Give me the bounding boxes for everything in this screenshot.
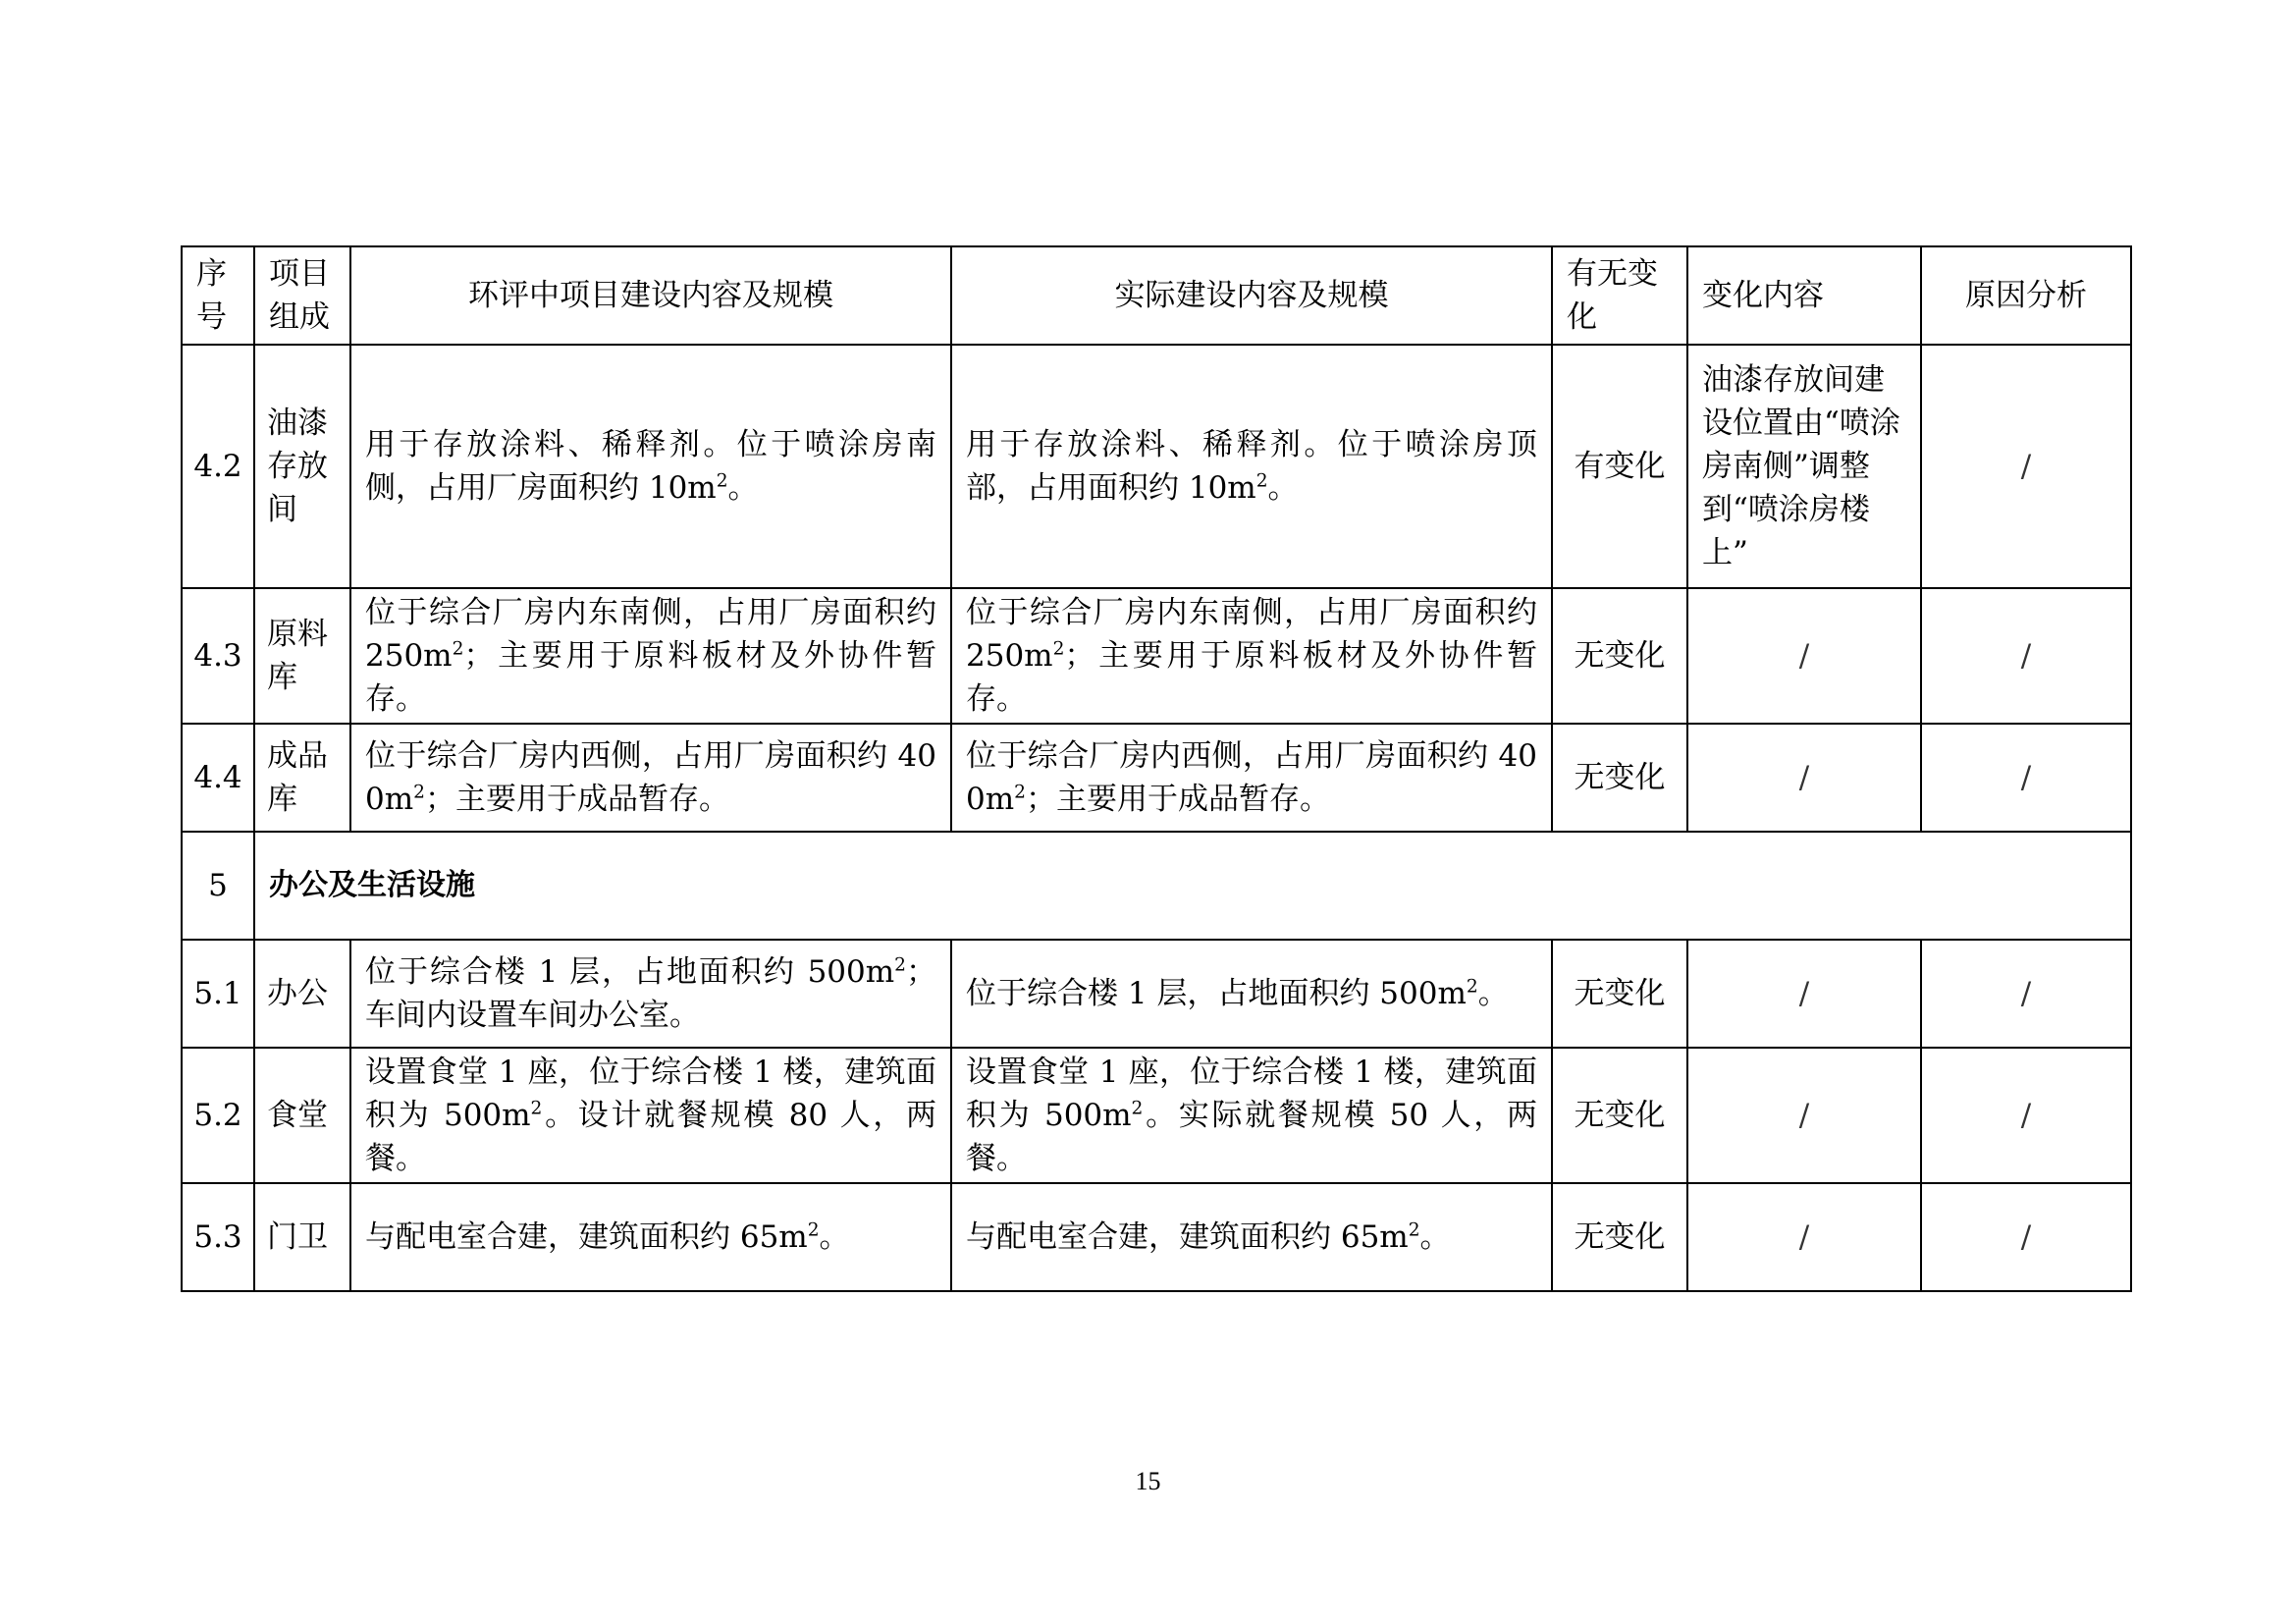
row-actual-content: 位于综合楼 1 层，占地面积约 $500m^2$。	[951, 940, 1552, 1048]
row-eia-content: 位于综合厂房内西侧，占用厂房面积约 $400m^2$；主要用于成品暂存。	[350, 724, 951, 832]
row-seq: 5.2	[182, 1048, 254, 1183]
row-seq: 5.3	[182, 1183, 254, 1291]
header-change-content: 变化内容	[1687, 246, 1921, 345]
header-seq: 序号	[182, 246, 254, 345]
row-actual-content: 用于存放涂料、稀释剂。位于喷涂房顶部，占用面积约 $10m^2$。	[951, 345, 1552, 588]
row-reason: /	[1921, 1183, 2131, 1291]
row-seq: 4.2	[182, 345, 254, 588]
row-reason: /	[1921, 588, 2131, 724]
row-actual-content: 设置食堂 1 座，位于综合楼 1 楼，建筑面积为 $500m^2$。实际就餐规模 50 人，两餐。	[951, 1048, 1552, 1183]
row-changed: 无变化	[1552, 1183, 1687, 1291]
row-change-content: /	[1687, 1183, 1921, 1291]
row-change-content: /	[1687, 1048, 1921, 1183]
row-seq: 4.3	[182, 588, 254, 724]
row-seq: 5.1	[182, 940, 254, 1048]
row-reason: /	[1921, 345, 2131, 588]
row-actual-content: 位于综合厂房内东南侧，占用厂房面积约 $250m^2$；主要用于原料板材及外协件暂存。	[951, 588, 1552, 724]
row-change-content: /	[1687, 940, 1921, 1048]
header-changed: 有无变化	[1552, 246, 1687, 345]
section-row	[182, 832, 2131, 940]
row-reason: /	[1921, 724, 2131, 832]
row-change-content: /	[1687, 588, 1921, 724]
row-item: 办公	[254, 940, 350, 1048]
construction-comparison-table	[181, 245, 2132, 1292]
row-reason: /	[1921, 940, 2131, 1048]
table-header-row	[182, 246, 2131, 345]
row-changed: 有变化	[1552, 345, 1687, 588]
row-actual-content: 与配电室合建，建筑面积约 $65m^2$。	[951, 1183, 1552, 1291]
row-item: 原料库	[254, 588, 350, 724]
row-changed: 无变化	[1552, 724, 1687, 832]
table-row	[182, 588, 2131, 724]
row-reason: /	[1921, 1048, 2131, 1183]
row-seq: 4.4	[182, 724, 254, 832]
row-eia-content: 位于综合楼 1 层，占地面积约 $500m^2$；车间内设置车间办公室。	[350, 940, 951, 1048]
table-row	[182, 1048, 2131, 1183]
header-eia-content: 环评中项目建设内容及规模	[350, 246, 951, 345]
row-item: 食堂	[254, 1048, 350, 1183]
row-changed: 无变化	[1552, 588, 1687, 724]
header-reason: 原因分析	[1921, 246, 2131, 345]
section-seq: 5	[182, 832, 254, 940]
row-item: 成品库	[254, 724, 350, 832]
row-eia-content: 位于综合厂房内东南侧，占用厂房面积约 $250m^2$；主要用于原料板材及外协件暂存。	[350, 588, 951, 724]
row-eia-content: 设置食堂 1 座，位于综合楼 1 楼，建筑面积为 $500m^2$。设计就餐规模 80 人，两餐。	[350, 1048, 951, 1183]
row-item: 门卫	[254, 1183, 350, 1291]
row-changed: 无变化	[1552, 1048, 1687, 1183]
table-row	[182, 724, 2131, 832]
row-eia-content: 用于存放涂料、稀释剂。位于喷涂房南侧，占用厂房面积约 $10m^2$。	[350, 345, 951, 588]
section-title: 办公及生活设施	[254, 832, 2131, 940]
row-actual-content: 位于综合厂房内西侧，占用厂房面积约 $400m^2$；主要用于成品暂存。	[951, 724, 1552, 832]
row-item: 油漆存放间	[254, 345, 350, 588]
row-eia-content: 与配电室合建，建筑面积约 $65m^2$。	[350, 1183, 951, 1291]
page-number: 15	[1135, 1467, 1161, 1495]
table-row	[182, 1183, 2131, 1291]
header-item: 项目组成	[254, 246, 350, 345]
table-row	[182, 345, 2131, 588]
row-change-content: 油漆存放间建设位置由“喷涂房南侧”调整到“喷涂房楼上”	[1687, 345, 1921, 588]
row-changed: 无变化	[1552, 940, 1687, 1048]
table-row	[182, 940, 2131, 1048]
row-change-content: /	[1687, 724, 1921, 832]
header-actual-content: 实际建设内容及规模	[951, 246, 1552, 345]
